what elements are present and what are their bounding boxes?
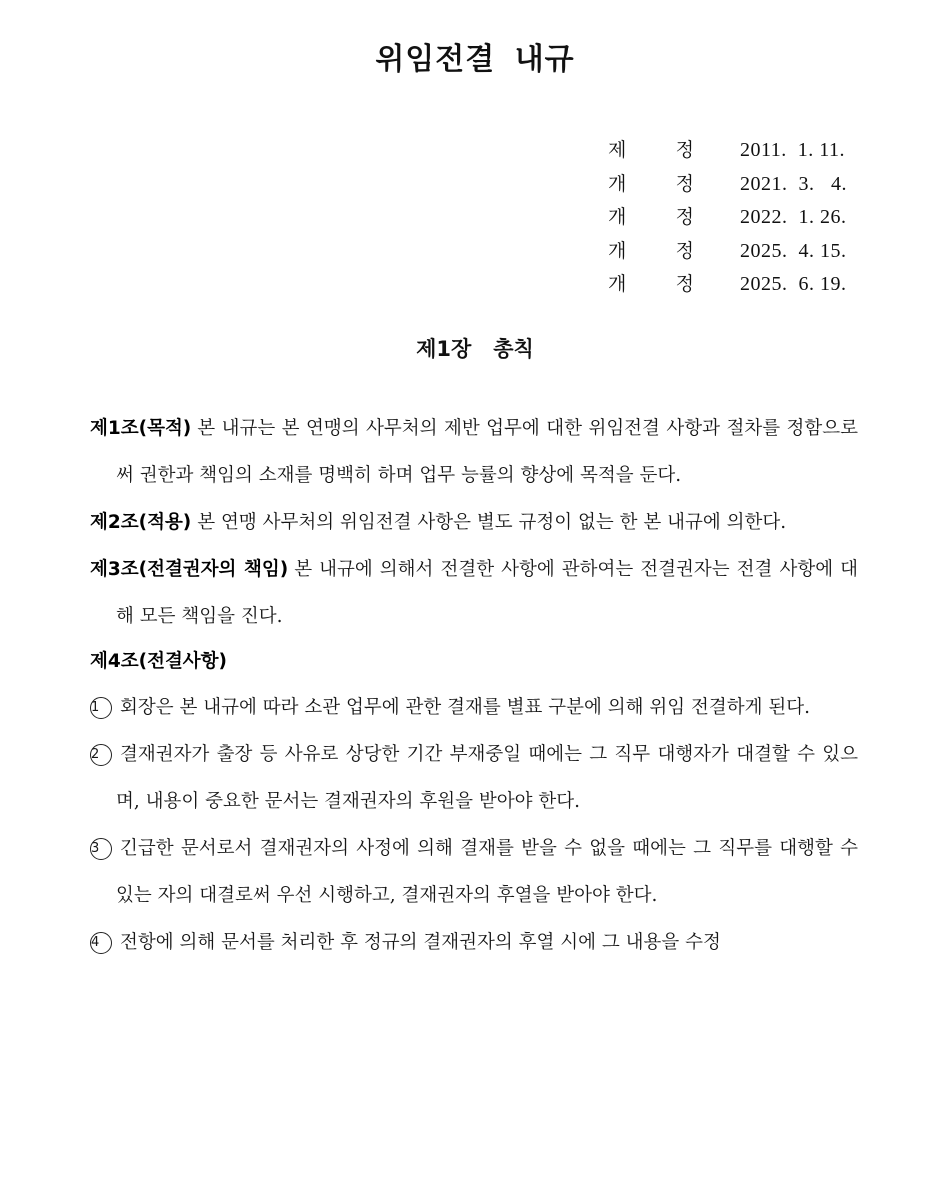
document-body xyxy=(90,405,858,966)
item-text: 회장은 본 내규에 따라 소관 업무에 관한 결재를 별표 구분에 의해 위임 전결하게 된다. xyxy=(120,697,810,718)
article-2 xyxy=(90,499,858,546)
history-row xyxy=(604,235,874,269)
history-row xyxy=(604,134,874,168)
article-3 xyxy=(90,546,858,640)
item-text: 긴급한 문서로서 결재권자의 사정에 의해 결재를 받을 수 없을 때에는 그 직무를 대행할 수 있는 자의 대결로써 우선 시행하고, 결재권자의 후열을 받아야 한다. xyxy=(116,838,858,906)
article-4-item xyxy=(90,919,858,966)
item-number: 1 xyxy=(90,697,112,719)
revision-history xyxy=(604,134,874,302)
item-number: 3 xyxy=(90,838,112,860)
article-heading: 제2조(적용) xyxy=(90,512,192,533)
item-text: 전항에 의해 문서를 처리한 후 정규의 결재권자의 후열 시에 그 내용을 수정 xyxy=(120,932,721,953)
item-text: 결재권자가 출장 등 사유로 상당한 기간 부재중일 때에는 그 직무 대행자가 대결할 수 있으며, 내용이 중요한 문서는 결재권자의 후원을 받아야 한다. xyxy=(116,744,858,812)
article-text: 본 내규에 의해서 전결한 사항에 관하여는 전결권자는 전결 사항에 대해 모든 책임을 진다. xyxy=(116,559,858,627)
document-title: 위임전결 내규 xyxy=(375,42,575,77)
history-row xyxy=(604,168,874,202)
history-date: 2011. 1. 11. xyxy=(740,139,846,161)
article-heading: 제1조(목적) xyxy=(90,418,192,439)
history-date: 2022. 1. 26. xyxy=(740,206,847,228)
history-row xyxy=(604,268,874,302)
article-text: 본 내규는 본 연맹의 사무처의 제반 업무에 대한 위임전결 사항과 절차를 정함으로써 권한과 책임의 소재를 명백히 하며 업무 능률의 향상에 목적을 둔다. xyxy=(116,418,858,486)
article-4-item xyxy=(90,684,858,731)
article-heading: 제3조(전결권자의 책임) xyxy=(90,559,289,580)
history-row xyxy=(604,201,874,235)
history-type: 개 정 xyxy=(608,172,694,195)
article-4-heading: 제4조(전결사항) xyxy=(90,651,228,672)
history-date: 2021. 3. 4. xyxy=(740,172,847,195)
article-text: 본 연맹 사무처의 위임전결 사항은 별도 규정이 없는 한 본 내규에 의한다. xyxy=(197,512,787,533)
article-4-item xyxy=(90,731,858,825)
article-1 xyxy=(90,405,858,499)
history-type: 개 정 xyxy=(608,273,694,295)
history-type: 개 정 xyxy=(608,206,694,228)
item-number: 2 xyxy=(90,744,112,766)
history-type: 제 정 xyxy=(608,139,694,161)
article-4-item xyxy=(90,825,858,919)
chapter-title: 제1장 총칙 xyxy=(416,337,534,361)
history-type: 개 정 xyxy=(608,239,694,262)
history-date: 2025. 6. 19. xyxy=(740,273,847,295)
item-number: 4 xyxy=(90,932,112,954)
history-date: 2025. 4. 15. xyxy=(740,239,847,262)
